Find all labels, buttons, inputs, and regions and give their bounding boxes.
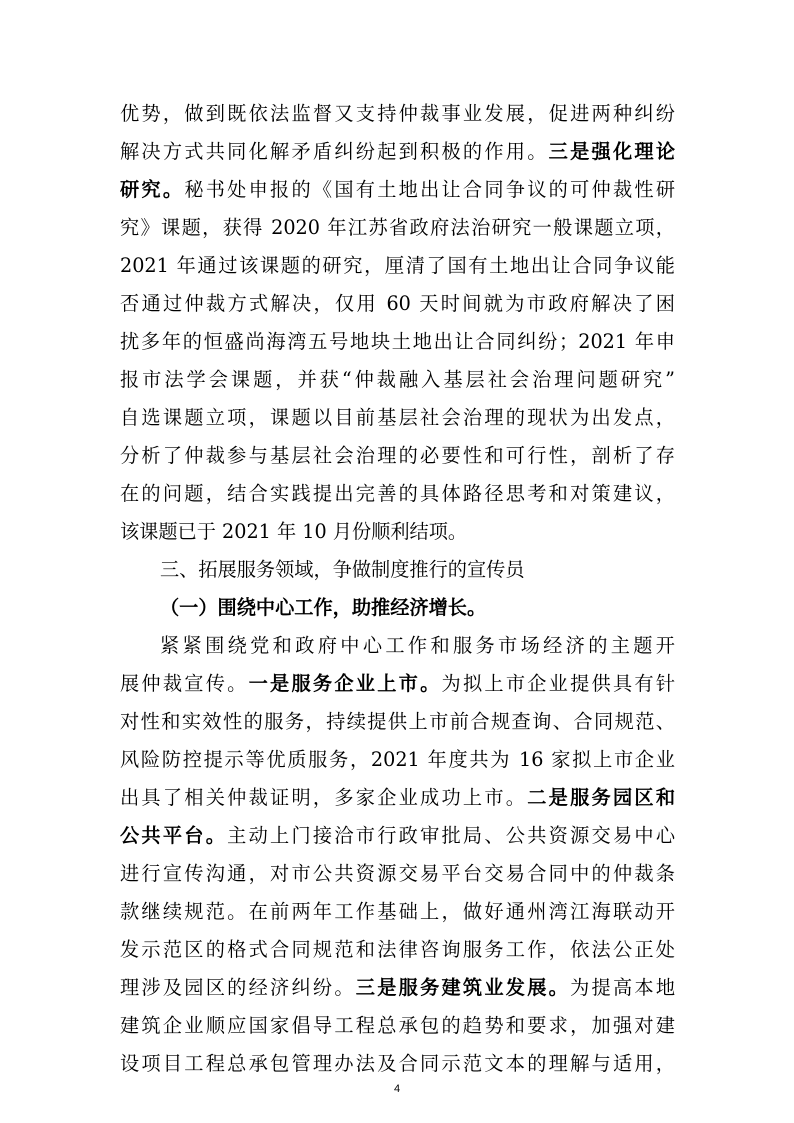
paragraph-line: 2021 年通过该课题的研究，厘清了国有土地出让合同争议能 <box>120 254 675 277</box>
paragraph-line: 研究。秘书处申报的《国有土地出让合同争议的可仲裁性研 <box>120 178 676 201</box>
paragraph-line: 该课题已于 2021 年 10 月份顺利结项。 <box>120 520 468 543</box>
bold-phrase: 三是服务建筑业发展。 <box>355 976 571 999</box>
paragraph-line: 进行宣传沟通，对市公共资源交易平台交易合同中的仲裁条 <box>120 862 675 885</box>
bold-phrase: 公共平台。 <box>120 824 228 847</box>
paragraph-line: 自选课题立项，课题以目前基层社会治理的现状为出发点， <box>120 406 675 429</box>
paragraph-line: 风险防控提示等优质服务，2021 年度共为 16 家拟上市企业 <box>120 748 675 771</box>
paragraph-line: 出具了相关仲裁证明，多家企业成功上市。二是服务园区和 <box>120 786 676 809</box>
bold-phrase: 二是服务园区和 <box>527 786 676 809</box>
paragraph-line: 款继续规范。在前两年工作基础上，做好通州湾江海联动开 <box>120 900 675 923</box>
paragraph-line: 理涉及园区的经济纠纷。三是服务建筑业发展。为提高本地 <box>120 976 676 999</box>
bold-phrase: 研究。 <box>120 178 185 201</box>
paragraph-line: 展仲裁宣传。一是服务企业上市。为拟上市企业提供具有针 <box>120 672 676 695</box>
section-heading: 三、拓展服务领域，争做制度推行的宣传员 <box>160 558 525 581</box>
bold-phrase: 三是强化理论 <box>548 140 676 163</box>
subsection-heading: （一）围绕中心工作，助推经济增长。 <box>160 596 487 619</box>
paragraph-line: 发示范区的格式合同规范和法律咨询服务工作，依法公正处 <box>120 938 675 961</box>
paragraph-line: 设项目工程总承包管理办法及合同示范文本的理解与适用， <box>120 1052 675 1075</box>
paragraph-line: 否通过仲裁方式解决，仅用 60 天时间就为市政府解决了困 <box>120 292 675 315</box>
page-number: 4 <box>393 1083 401 1095</box>
paragraph-line: 紧紧围绕党和政府中心工作和服务市场经济的主题开 <box>160 634 675 657</box>
paragraph-line: 在的问题，结合实践提出完善的具体路径思考和对策建议， <box>120 482 675 505</box>
paragraph-line: 报市法学会课题，并获“仲裁融入基层社会治理问题研究” <box>120 368 675 391</box>
paragraph-line: 建筑企业顺应国家倡导工程总承包的趋势和要求，加强对建 <box>120 1014 675 1037</box>
paragraph-line: 公共平台。主动上门接洽市行政审批局、公共资源交易中心 <box>120 824 676 847</box>
paragraph-line: 解决方式共同化解矛盾纠纷起到积极的作用。三是强化理论 <box>120 140 676 163</box>
paragraph-line: 究》课题，获得 2020 年江苏省政府法治研究一般课题立项， <box>120 216 675 239</box>
paragraph-line: 分析了仲裁参与基层社会治理的必要性和可行性，剖析了存 <box>120 444 675 467</box>
paragraph-line: 优势，做到既依法监督又支持仲裁事业发展，促进两种纠纷 <box>120 102 675 125</box>
bold-phrase: 一是服务企业上市。 <box>248 672 442 695</box>
paragraph-line: 扰多年的恒盛尚海湾五号地块土地出让合同纠纷；2021 年申 <box>120 330 675 353</box>
paragraph-line: 对性和实效性的服务，持续提供上市前合规查询、合同规范、 <box>120 710 675 733</box>
